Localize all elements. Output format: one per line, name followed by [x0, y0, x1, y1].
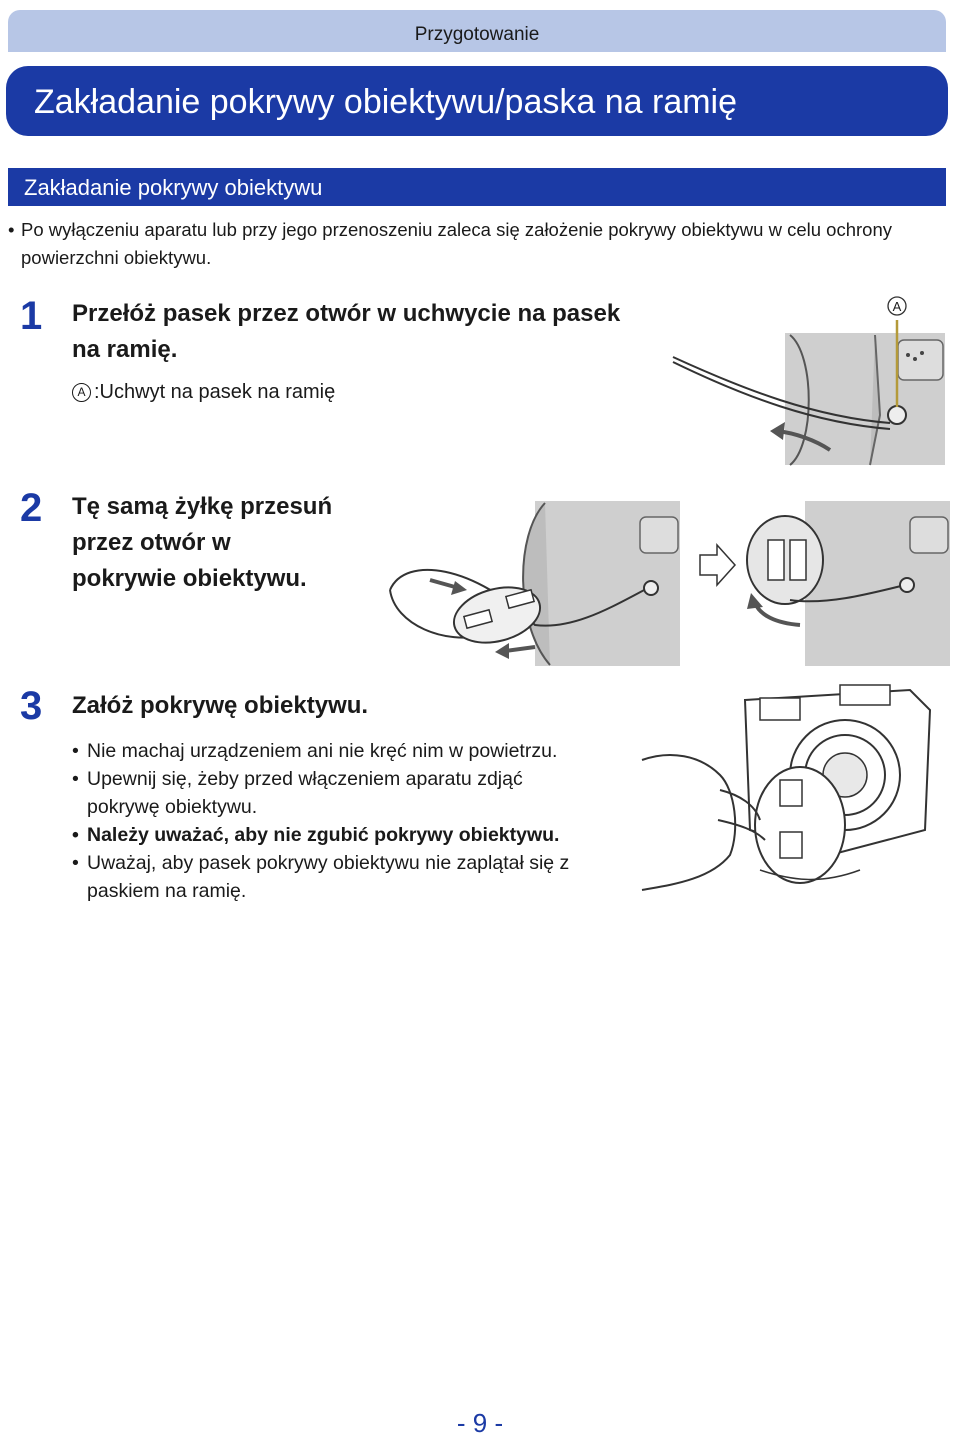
step-title-line: Przełóż pasek przez otwór w uchwycie na pasek: [72, 300, 621, 327]
step-number-2: 2: [20, 486, 43, 530]
list-item: [72, 821, 632, 849]
step-title-1: [72, 296, 620, 368]
step-title-3: [72, 688, 368, 724]
bullet-line: Nie machaj urządzeniem ani nie kręć nim w powietrzu.: [87, 740, 558, 762]
bullet-dot: •: [8, 219, 15, 240]
strap-holder-note: [72, 381, 335, 404]
step-title-line: Tę samą żyłkę przesuń: [72, 493, 333, 520]
strap-holder-illustration: [665, 295, 950, 470]
marker-a-callout-label: A: [892, 299, 902, 314]
bullet-line: Upewnij się, żeby przed włączeniem aparatu zdjąć: [87, 768, 523, 790]
bullet-line: paskiem na ramię.: [87, 880, 247, 902]
step-title-line: na ramię.: [72, 336, 178, 363]
header-tab-label: Przygotowanie: [414, 24, 540, 45]
arrow-icon: [747, 593, 763, 609]
header-tab: [8, 10, 946, 52]
step-3-bullets: [72, 737, 632, 905]
strap-eyelet: [888, 406, 906, 424]
arrow-icon: [770, 422, 785, 440]
bullet-dot: •: [72, 852, 79, 874]
step-number-1: 1: [20, 294, 43, 338]
step-title-line: przez otwór w: [72, 529, 231, 556]
lens-cap-strap-illustration: [385, 495, 950, 670]
list-item: [72, 765, 632, 821]
arrow-icon: [495, 643, 509, 659]
page-number: - 9 -: [456, 1408, 504, 1438]
section-bar: [8, 168, 946, 206]
bullet-line: Należy uważać, aby nie zgubić pokrywy obiektywu.: [87, 824, 560, 846]
marker-a-icon: A: [72, 383, 91, 402]
bullet-dot: •: [72, 768, 79, 790]
title-bar: [6, 66, 948, 136]
arrow-icon: [451, 581, 467, 595]
page-title: Zakładanie pokrywy obiektywu/paska na ramię: [34, 83, 738, 121]
next-step-arrow-icon: [700, 545, 735, 585]
bullet-line: pokrywę obiektywu.: [87, 796, 258, 818]
strap-holder-note-text: :Uchwyt na pasek na ramię: [94, 381, 336, 403]
step-title-2: [72, 489, 332, 597]
bullet-dot: •: [72, 740, 79, 762]
attach-lens-cap-illustration: [640, 680, 940, 895]
list-item: [72, 737, 632, 765]
intro-text: Po wyłączeniu aparatu lub przy jego przenoszeniu zaleca się założenie pokrywy obiektywu w celu ochrony powierzchni obiektywu.: [21, 219, 892, 268]
step-number-3: 3: [20, 684, 43, 728]
bullet-dot: •: [72, 824, 79, 846]
list-item: [72, 849, 632, 905]
section-heading: Zakładanie pokrywy obiektywu: [24, 175, 323, 200]
hand: [642, 755, 735, 890]
lens-cap: [747, 516, 823, 604]
bullet-line: Uważaj, aby pasek pokrywy obiektywu nie zaplątał się z: [87, 852, 570, 874]
step-title-line: Załóż pokrywę obiektywu.: [72, 692, 369, 719]
step-title-line: pokrywie obiektywu.: [72, 565, 307, 592]
intro-paragraph: [8, 216, 943, 272]
